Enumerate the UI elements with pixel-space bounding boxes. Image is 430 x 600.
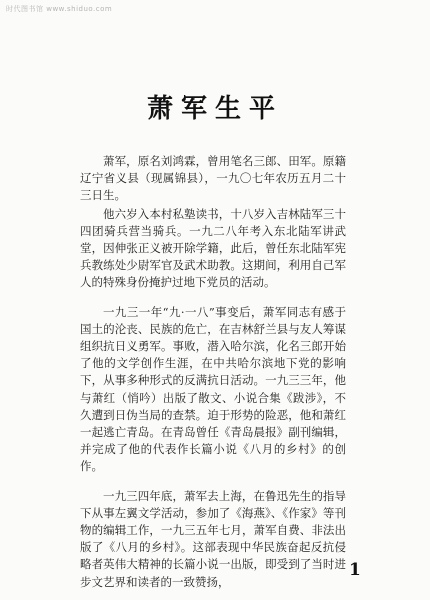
paragraph-2: 他六岁入本村私塾读书，十八岁入吉林陆军三十四团骑兵营当骑兵。一九二八年考入东北陆军讲武堂，因伸张正义被开除学籍，此后，曾任东北陆军宪兵教练处少尉军官及武术助教。这期间，利用自己军人的特殊身份掩护过地下党员的活动。 <box>80 206 346 290</box>
page-body <box>80 153 346 591</box>
paragraph-4: 一九三四年底，萧军去上海，在鲁迅先生的指导下从事左翼文学活动，参加了《海燕》、《作家》等刊物的编辑工作，一九三五年七月，萧军自费、非法出版了《八月的乡村》。这部表现中华民族奋起反抗侵略者英伟大精神的长篇小说一出版，即受到了当时进步文艺界和读者的一致赞扬， <box>80 488 346 589</box>
chapter-title: 萧军生平 <box>146 94 283 124</box>
page-number: 1 <box>349 560 361 580</box>
paragraph-3: 一九三一年“九·一八”事变后，萧军同志有感于国土的沦丧、民族的危亡，在吉林舒兰县与友人筹谋组织抗日义勇军。事败，潜入哈尔滨，化名三郎开始了他的文学创作生涯，在中共哈尔滨地下党的影响下，从事多种形式的反满抗日活动。一九三三年，他与萧红（悄吟）出版了散文、小说合集《跋涉》，不久遭到日伪当局的查禁。迫于形势的险恶，他和萧红一起逃亡青岛。在青岛曾任《青岛晨报》副刊编辑，并完成了他的代表作长篇小说《八月的乡村》的创作。 <box>80 304 346 474</box>
paragraph-1: 萧军，原名刘鸿霖，曾用笔名三郎、田军。原籍辽宁省义县（现属锦县），一九〇七年农历五月二十三日生。 <box>80 154 346 203</box>
watermark: 时代图书馆 www.shiduo.com <box>6 5 113 13</box>
